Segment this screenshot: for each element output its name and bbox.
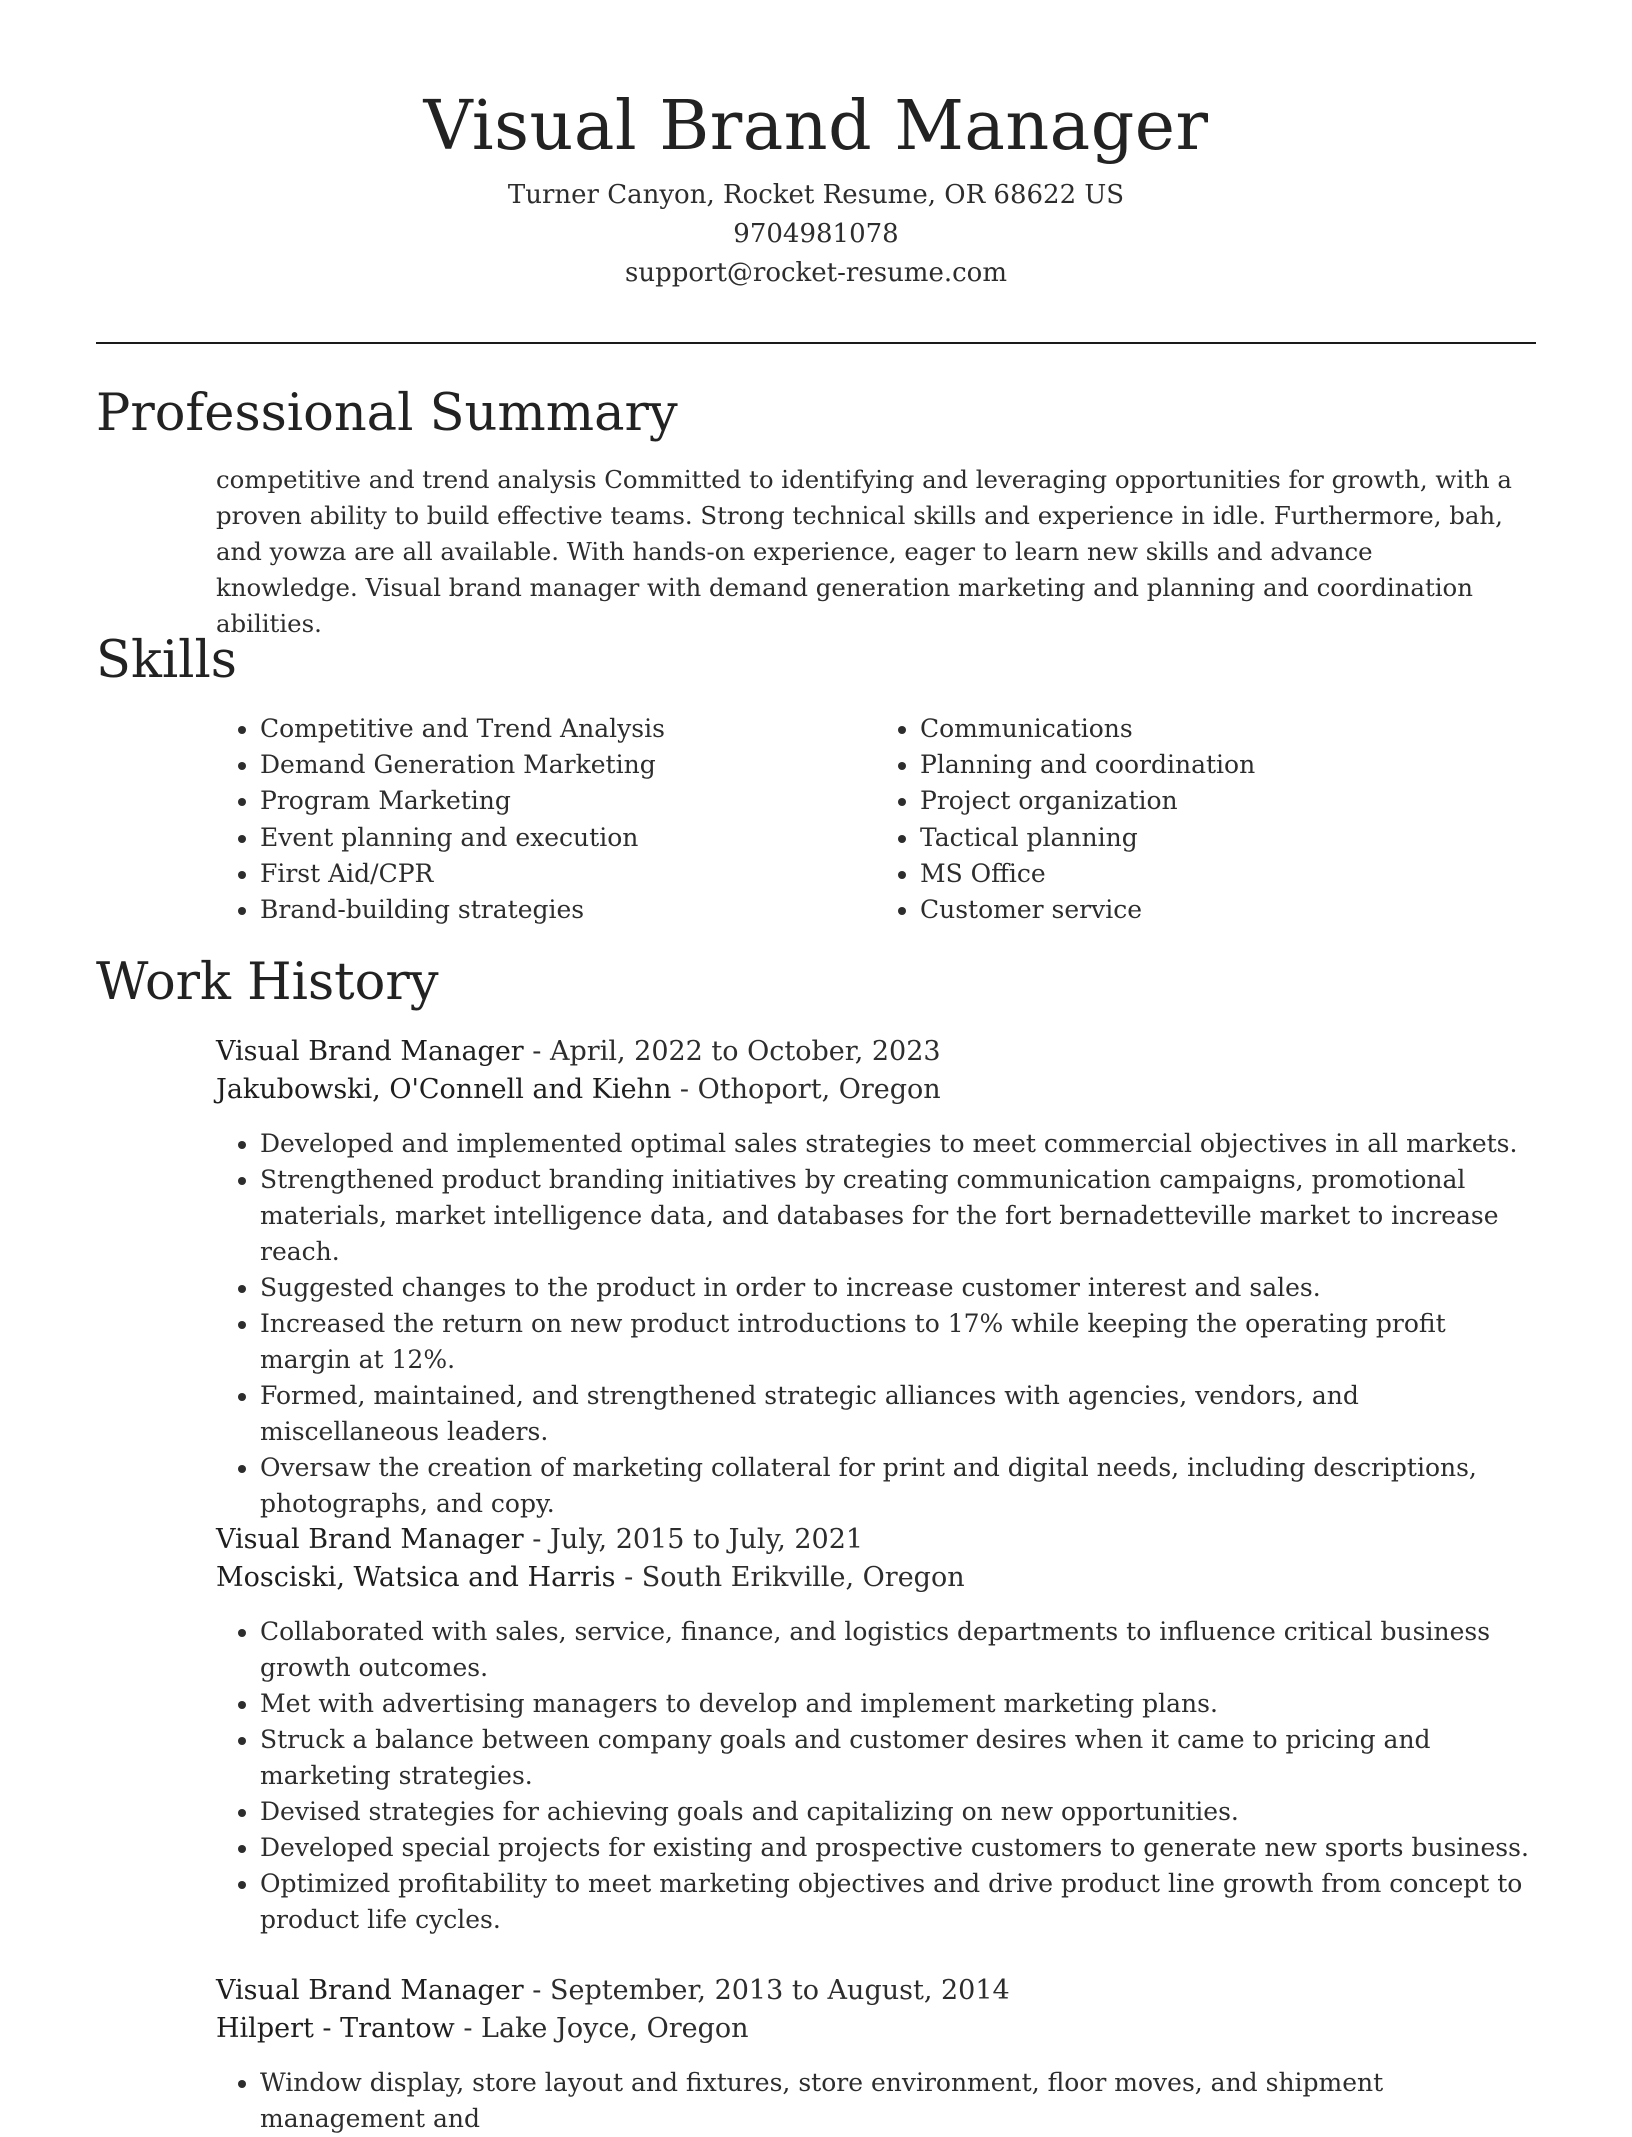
job-bullets xyxy=(216,1614,1536,1938)
job-bullet: • Oversaw the creation of marketing collateral for print and digital needs, including descriptions, photographs, and copy. xyxy=(260,1450,1536,1522)
skill-item: • Project organization xyxy=(920,783,1536,819)
job-bullet: • Formed, maintained, and strengthened strategic alliances with agencies, vendors, and miscellaneous leaders. xyxy=(260,1378,1536,1450)
job-bullet: • Suggested changes to the product in order to increase customer interest and sales. xyxy=(260,1270,1536,1306)
job-location: Lake Joyce, Oregon xyxy=(481,2013,749,2044)
job-bullets xyxy=(216,1126,1536,1522)
skills-list xyxy=(216,711,1536,928)
job-bullet: • Increased the return on new product introductions to 17% while keeping the operating profit margin at 12%. xyxy=(260,1306,1536,1378)
skill-item: • MS Office xyxy=(920,856,1536,892)
job-dates: July, 2015 to July, 2021 xyxy=(550,1524,864,1555)
skill-item: • Planning and coordination xyxy=(920,747,1536,783)
job-title-line xyxy=(216,1972,1536,2010)
contact-phone: 9704981078 xyxy=(733,219,899,249)
job-location: Othoport, Oregon xyxy=(697,1074,941,1105)
contact-block xyxy=(0,176,1632,293)
job-title: Visual Brand Manager xyxy=(216,1524,524,1555)
job-bullet: • Met with advertising managers to develop and implement marketing plans. xyxy=(260,1686,1536,1722)
job-title: Visual Brand Manager xyxy=(216,1036,524,1067)
separator: - xyxy=(523,1524,551,1555)
job-dates: September, 2013 to August, 2014 xyxy=(550,1975,1010,2006)
job-title: Visual Brand Manager xyxy=(216,1975,524,2006)
job-location: South Erikville, Oregon xyxy=(641,1562,965,1593)
job-entry xyxy=(216,1521,1536,1938)
job-company: Jakubowski, O'Connell and Kiehn xyxy=(216,1074,672,1105)
separator: - xyxy=(523,1036,551,1067)
summary-text: competitive and trend analysis Committed to identifying and leveraging opportunities for growth, with a proven ability to build effective teams. Strong technical skills and experience in idle. Furthermore, bah, and yowza are all available. With hands-on experience, eager to learn new skills and advance knowledge. Visual brand manager with demand generation marketing and planning and coordination abilities. xyxy=(216,465,1512,638)
skill-item: • Event planning and execution xyxy=(260,820,876,856)
separator: - xyxy=(523,1975,551,2006)
skills-column-right xyxy=(876,711,1536,928)
job-bullet: • Struck a balance between company goals and customer desires when it came to pricing and marketing strategies. xyxy=(260,1722,1536,1794)
job-bullets xyxy=(216,2065,1536,2137)
job-bullet: • Optimized profitability to meet marketing objectives and drive product line growth from concept to product life cycles. xyxy=(260,1866,1536,1938)
skills-column-left xyxy=(216,711,876,928)
job-company-line xyxy=(216,1559,1536,1597)
skill-item: • First Aid/CPR xyxy=(260,856,876,892)
section-title-work-history: Work History xyxy=(96,953,439,1012)
contact-email: support@rocket-resume.com xyxy=(624,258,1007,288)
header-divider xyxy=(96,342,1536,344)
skill-item: • Program Marketing xyxy=(260,783,876,819)
job-entry xyxy=(216,1972,1536,2137)
job-bullet: • Window display, store layout and fixtures, store environment, floor moves, and shipment management and xyxy=(260,2065,1536,2137)
separator: - xyxy=(671,1074,698,1105)
job-company-line xyxy=(216,2010,1536,2048)
section-title-summary: Professional Summary xyxy=(96,384,678,443)
contact-address: Turner Canyon, Rocket Resume, OR 68622 US xyxy=(507,180,1125,210)
job-bullet: • Developed special projects for existing and prospective customers to generate new sports business. xyxy=(260,1830,1536,1866)
skill-item: • Customer service xyxy=(920,892,1536,928)
skill-item: • Tactical planning xyxy=(920,820,1536,856)
job-company: Hilpert - Trantow xyxy=(216,2013,455,2044)
separator: - xyxy=(615,1562,642,1593)
job-company-line xyxy=(216,1071,1536,1109)
job-bullet: • Collaborated with sales, service, finance, and logistics departments to influence critical business growth outcomes. xyxy=(260,1614,1536,1686)
job-dates: April, 2022 to October, 2023 xyxy=(550,1036,941,1067)
separator: - xyxy=(454,2013,482,2044)
job-title-line xyxy=(216,1033,1536,1071)
job-bullet: • Devised strategies for achieving goals and capitalizing on new opportunities. xyxy=(260,1794,1536,1830)
job-bullet: • Strengthened product branding initiatives by creating communication campaigns, promotional materials, market intelligence data, and databases for the fort bernadetteville market to increase reach. xyxy=(260,1162,1536,1270)
skill-item: • Brand-building strategies xyxy=(260,892,876,928)
job-title-line xyxy=(216,1521,1536,1559)
resume-header xyxy=(0,0,1632,293)
section-title-skills: Skills xyxy=(96,631,237,690)
job-bullet: • Developed and implemented optimal sales strategies to meet commercial objectives in all markets. xyxy=(260,1126,1536,1162)
skill-item: • Communications xyxy=(920,711,1536,747)
skill-item: • Demand Generation Marketing xyxy=(260,747,876,783)
candidate-name: Visual Brand Manager xyxy=(423,87,1209,166)
skill-item: • Competitive and Trend Analysis xyxy=(260,711,876,747)
job-entry xyxy=(216,1033,1536,1522)
job-company: Mosciski, Watsica and Harris xyxy=(216,1562,616,1593)
